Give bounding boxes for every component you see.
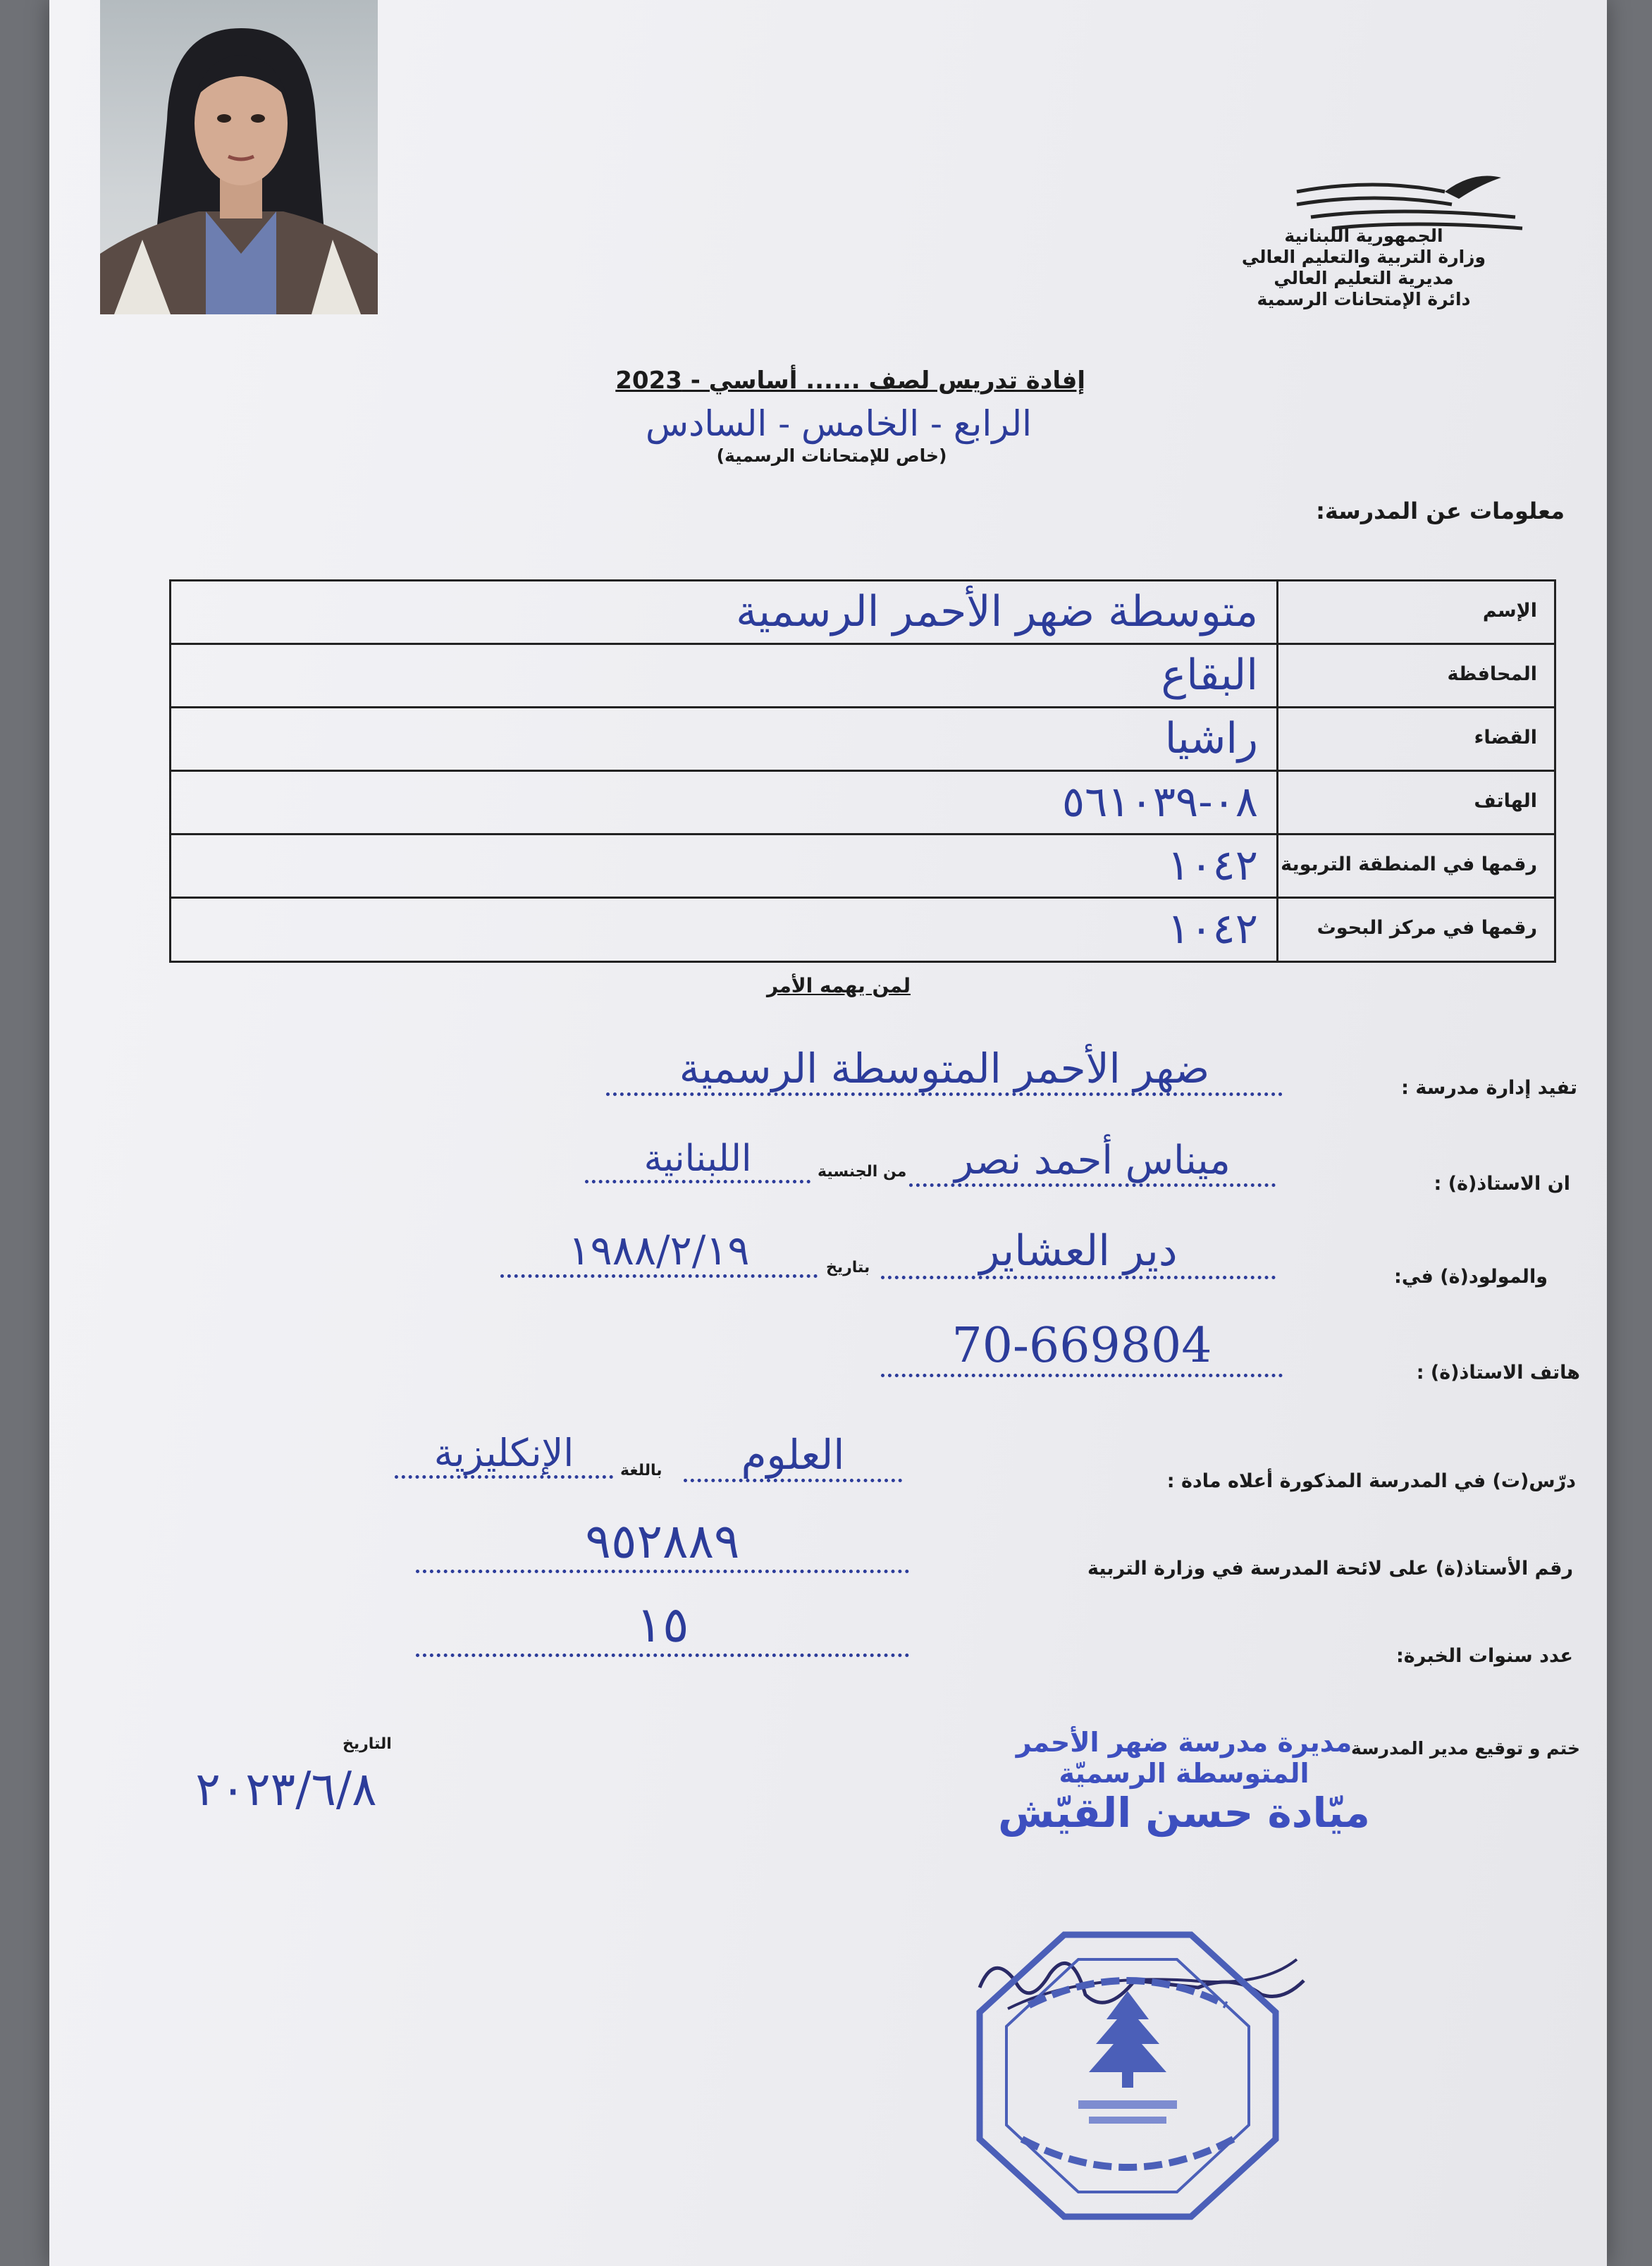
- principal-signature-label: ختم و توقيع مدير المدرسة: [1350, 1738, 1580, 1759]
- ministry-number-value: ٩٥٢٨٨٩: [416, 1514, 909, 1573]
- school-seal: [973, 1928, 1283, 2224]
- grades-handwritten: الرابع - الخامس - السادس: [646, 403, 1032, 444]
- table-row: [171, 581, 1554, 645]
- to-whom-heading: لمن يهمه الأمر: [767, 974, 911, 997]
- row-value: متوسطة ضهر الأحمر الرسمية: [736, 587, 1258, 636]
- teacher-photo: [100, 0, 378, 314]
- subject-value: العلوم: [684, 1431, 902, 1482]
- row-value: راشيا: [1164, 714, 1258, 763]
- school-value: ضهر الأحمر المتوسطة الرسمية: [606, 1045, 1283, 1096]
- row-value: البقاع: [1161, 651, 1258, 700]
- table-row: [171, 899, 1554, 961]
- table-row: [171, 645, 1554, 708]
- school-label: تفيد إدارة مدرسة :: [1401, 1077, 1577, 1099]
- language-label: باللغة: [620, 1462, 662, 1479]
- header-line-3: مديرية التعليم العالي: [1274, 268, 1454, 288]
- principal-stamp: [916, 1727, 1452, 1864]
- teacher-phone-label: هاتف الاستاذ(ة) :: [1416, 1362, 1580, 1384]
- birth-date-value: ١٩٨٨/٢/١٩: [500, 1226, 818, 1278]
- header-line-4: دائرة الإمتحانات الرسمية: [1257, 289, 1471, 309]
- language-value: الإنكليزية: [395, 1431, 613, 1479]
- row-value: ١٠٤٢: [1167, 841, 1258, 890]
- teacher-phone-value: 70-669804: [881, 1318, 1283, 1377]
- table-row: [171, 772, 1554, 835]
- table-row: [171, 708, 1554, 772]
- date-label: بتاريخ: [826, 1259, 870, 1276]
- stamp-line-3: ميّادة حسن القيّش: [998, 1789, 1370, 1837]
- teacher-label: ان الاستاذ(ة) :: [1434, 1173, 1570, 1195]
- birthplace-value: دير العشاير: [881, 1226, 1276, 1279]
- date-field-label: التاريخ: [343, 1735, 392, 1753]
- row-label: الإسم: [1482, 600, 1537, 622]
- stamp-line-2: المتوسطة الرسميّة: [1059, 1758, 1309, 1789]
- date-value: ٢٠٢٣/٦/٨: [195, 1762, 377, 1816]
- table-row: [171, 835, 1554, 899]
- header-line-1: الجمهورية اللبنانية: [1284, 226, 1443, 246]
- cedar-icon: [1089, 1991, 1166, 2088]
- nationality-label: من الجنسية: [818, 1163, 907, 1181]
- stamp-line-1: مديرة مدرسة ضهر الأحمر: [1016, 1727, 1352, 1758]
- teacher-name-value: ميناس أحمد نصر: [909, 1138, 1276, 1187]
- born-label: والمولود(ة) في:: [1394, 1266, 1548, 1288]
- taught-subject-label: درّس(ت) في المدرسة المذكورة أعلاه مادة :: [1166, 1470, 1576, 1492]
- row-label: الهاتف: [1474, 790, 1537, 812]
- row-label: رقمها في مركز البحوث: [1317, 917, 1537, 939]
- document-page: [49, 0, 1607, 2266]
- header-line-2: وزارة التربية والتعليم العالي: [1241, 247, 1486, 267]
- school-info-table: [169, 579, 1556, 963]
- document-subtitle: (خاص للإمتحانات الرسمية): [716, 445, 947, 466]
- row-value: ١٠٤٢: [1167, 904, 1258, 954]
- school-info-heading: معلومات عن المدرسة:: [1316, 498, 1565, 524]
- ministry-header: [1198, 226, 1529, 310]
- nationality-value: اللبنانية: [585, 1138, 810, 1183]
- row-label: القضاء: [1474, 727, 1537, 749]
- row-value: ٠٨-٥٦١٠٣٩: [1061, 777, 1258, 827]
- row-label: المحافظة: [1447, 663, 1537, 685]
- experience-value: ١٥: [416, 1596, 909, 1657]
- ministry-number-label: رقم الأستاذ(ة) على لائحة المدرسة في وزارة التربية: [1087, 1558, 1573, 1580]
- row-label: رقمها في المنطقة التربوية: [1281, 854, 1537, 875]
- experience-label: عدد سنوات الخبرة:: [1396, 1645, 1573, 1667]
- document-title: إفادة تدريس لصف ...... أساسي - 2023: [615, 367, 1085, 395]
